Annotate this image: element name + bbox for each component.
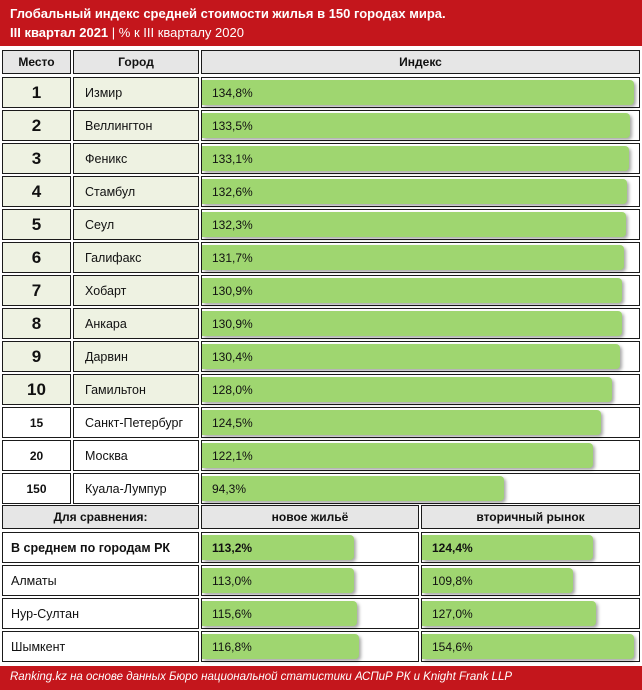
rank-cell: 10 xyxy=(2,374,71,405)
rank-cell: 15 xyxy=(2,407,71,438)
city-name-cell: Стамбул xyxy=(73,176,199,207)
index-value-label: 130,9% xyxy=(212,317,253,331)
index-value-label: 128,0% xyxy=(212,383,253,397)
subtitle-unit: | % к III кварталу 2020 xyxy=(108,25,244,40)
comparison-region: Нур-Султан xyxy=(2,598,199,629)
new-housing-value-label: 116,8% xyxy=(212,640,252,654)
index-value-label: 130,4% xyxy=(212,350,253,364)
new-housing-value-label: 113,2% xyxy=(212,541,253,555)
secondary-market-header: вторичный рынок xyxy=(421,505,640,529)
index-value-label: 94,3% xyxy=(212,482,247,496)
city-name-cell: Галифакс xyxy=(73,242,199,273)
source-text: Ranking.kz на основе данных Бюро национальной статистики АСПиР РК и Knight Frank LLP xyxy=(10,671,513,683)
rank-cell: 6 xyxy=(2,242,71,273)
secondary-market-value-label: 124,4% xyxy=(432,541,473,555)
city-name-cell: Анкара xyxy=(73,308,199,339)
city-name-cell: Гамильтон xyxy=(73,374,199,405)
rank-cell: 2 xyxy=(2,110,71,141)
rank-cell: 150 xyxy=(2,473,71,504)
secondary-market-value-label: 109,8% xyxy=(432,574,473,588)
index-value-label: 131,7% xyxy=(212,251,253,265)
city-name-cell: Сеул xyxy=(73,209,199,240)
city-column-header: Город xyxy=(73,50,199,74)
new-housing-value-label: 115,6% xyxy=(212,607,252,621)
secondary-market-value-label: 154,6% xyxy=(432,640,473,654)
rank-cell: 7 xyxy=(2,275,71,306)
index-value-label: 130,9% xyxy=(212,284,253,298)
source-footer xyxy=(0,666,642,690)
comparison-header-label: Для сравнения: xyxy=(2,505,199,529)
index-value-label: 133,5% xyxy=(212,119,253,133)
new-housing-header: новое жильё xyxy=(201,505,419,529)
city-name-cell: Москва xyxy=(73,440,199,471)
city-name-cell: Измир xyxy=(73,77,199,108)
comparison-region: Алматы xyxy=(2,565,199,596)
city-name-cell: Дарвин xyxy=(73,341,199,372)
chart-subtitle xyxy=(10,25,244,40)
index-value-label: 132,3% xyxy=(212,218,253,232)
index-value-label: 122,1% xyxy=(212,449,253,463)
title-banner xyxy=(0,0,642,46)
rank-cell: 3 xyxy=(2,143,71,174)
index-value-label: 124,5% xyxy=(212,416,253,430)
city-name-cell: Хобарт xyxy=(73,275,199,306)
rank-cell: 20 xyxy=(2,440,71,471)
rank-column-header: Место xyxy=(2,50,71,74)
index-value-label: 134,8% xyxy=(212,86,253,100)
index-column-header: Индекс xyxy=(201,50,640,74)
new-housing-value-label: 113,0% xyxy=(212,574,252,588)
index-value-label: 132,6% xyxy=(212,185,253,199)
city-name-cell: Веллингтон xyxy=(73,110,199,141)
rank-cell: 4 xyxy=(2,176,71,207)
chart-title: Глобальный индекс средней стоимости жилья в 150 городах мира. xyxy=(10,6,446,21)
rank-cell: 9 xyxy=(2,341,71,372)
city-name-cell: Куала-Лумпур xyxy=(73,473,199,504)
city-name-cell: Феникс xyxy=(73,143,199,174)
comparison-region: В среднем по городам РК xyxy=(2,532,199,563)
comparison-region: Шымкент xyxy=(2,631,199,662)
rank-cell: 1 xyxy=(2,77,71,108)
rank-cell: 8 xyxy=(2,308,71,339)
city-name-cell: Санкт-Петербург xyxy=(73,407,199,438)
index-value-label: 133,1% xyxy=(212,152,253,166)
subtitle-period: III квартал 2021 xyxy=(10,25,109,40)
rank-cell: 5 xyxy=(2,209,71,240)
secondary-market-value-label: 127,0% xyxy=(432,607,473,621)
